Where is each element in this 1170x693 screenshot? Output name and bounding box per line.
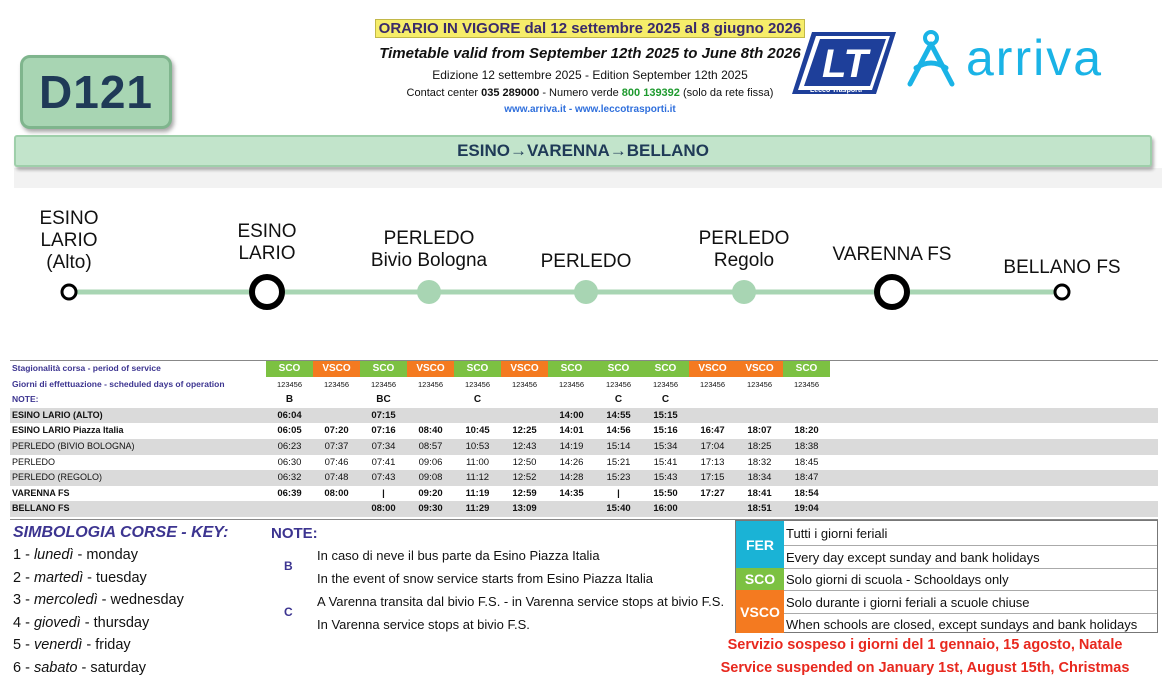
table-cell: 14:01 <box>559 425 584 437</box>
table-cell: 17:27 <box>700 487 725 499</box>
table-cell: 123456 <box>323 379 350 389</box>
table-cell: 15:16 <box>653 425 678 437</box>
key-num: 4 - <box>13 614 30 631</box>
table-cell: BC <box>376 394 391 406</box>
table-cell: 18:34 <box>747 472 772 484</box>
table-cell: 08:40 <box>418 425 443 437</box>
table-cell: 18:07 <box>747 425 772 437</box>
table-cell: 17:04 <box>700 440 725 452</box>
table-cell: 12:52 <box>512 472 537 484</box>
green-prefix: - Numero verde <box>542 87 619 99</box>
key-item <box>13 615 149 631</box>
table-cell: 123456 <box>417 379 444 389</box>
table-cell: VSCO <box>313 361 360 377</box>
key-day-en: - monday <box>77 547 138 563</box>
table-cell: 15:40 <box>606 503 631 515</box>
key-num: 2 - <box>13 569 30 586</box>
key-day-it: lunedì <box>33 547 74 563</box>
key-day-it: sabato <box>33 660 78 676</box>
key-day-it: martedì <box>33 569 84 586</box>
table-cell: 18:25 <box>747 440 772 452</box>
key-num: 3 - <box>13 592 30 609</box>
row-label: PERLEDO <box>12 456 56 467</box>
table-cell: 15:43 <box>653 472 678 484</box>
divider <box>784 613 1157 614</box>
table-cell: 07:48 <box>324 472 349 484</box>
table-cell: 123456 <box>699 379 726 389</box>
table-row <box>10 455 1158 471</box>
key-day-en: - tuesday <box>87 569 147 586</box>
table-cell: 11:19 <box>465 487 490 499</box>
route-line-diagram <box>0 260 1170 320</box>
table-cell: SCO <box>266 361 313 377</box>
table-row <box>10 470 1158 486</box>
table-cell: 14:28 <box>559 472 584 484</box>
note-row <box>10 392 1158 408</box>
table-cell: SCO <box>783 361 830 377</box>
table-cell: 123456 <box>652 379 679 389</box>
legend-vsco-it: Solo durante i giorni feriali a scuole chiuse <box>786 595 1030 610</box>
table-cell: 15:15 <box>653 409 678 421</box>
key-day-en: - wednesday <box>101 592 184 609</box>
legend-vsco-code: VSCO <box>736 590 784 633</box>
service-legend <box>735 520 1158 633</box>
note-b-en: In the event of snow service starts from Esino Piazza Italia <box>317 571 653 586</box>
validity-en: Timetable valid from September 12th 2025 to June 8th 2026 <box>379 45 801 62</box>
table-cell: VSCO <box>689 361 736 377</box>
table-cell: 07:37 <box>324 440 349 452</box>
table-cell: 10:53 <box>465 440 490 452</box>
stop-marker <box>732 280 756 304</box>
key-num: 1 - <box>13 547 30 563</box>
contact-prefix: Contact center <box>406 87 479 99</box>
contact-line <box>320 87 863 99</box>
table-cell: 06:39 <box>277 487 302 499</box>
table-cell: 06:23 <box>277 440 302 452</box>
divider <box>784 590 1157 591</box>
table-cell: 14:56 <box>606 425 631 437</box>
table-cell: 12:59 <box>512 487 537 499</box>
note-b-it: In caso di neve il bus parte da Esino Piazza Italia <box>317 548 600 563</box>
suspension-it: Servizio sospeso i giorni del 1 gennaio, 15 agosto, Natale <box>727 637 1123 653</box>
table-cell: 15:14 <box>606 440 631 452</box>
table-cell: 15:21 <box>606 456 631 468</box>
table-cell: 14:35 <box>559 487 584 499</box>
table-cell: 19:04 <box>794 503 819 515</box>
table-cell: 11:00 <box>465 456 490 468</box>
stop-label: ESINO LARIO <box>237 221 297 264</box>
key-item <box>13 570 147 586</box>
table-row <box>10 408 1158 424</box>
table-cell: 123456 <box>605 379 632 389</box>
table-cell: SCO <box>642 361 689 377</box>
table-cell: 14:19 <box>559 440 584 452</box>
key-day-it: venerdì <box>33 637 83 654</box>
table-cell: VSCO <box>407 361 454 377</box>
table-cell: 13:09 <box>512 503 537 515</box>
table-cell: B <box>285 394 294 406</box>
table-cell: 14:00 <box>559 409 584 421</box>
table-cell: 18:32 <box>747 456 772 468</box>
row-label: Giorni di effettuazione - scheduled days of operation <box>12 378 225 389</box>
stop-label: PERLEDO Bivio Bologna <box>370 228 488 271</box>
table-cell: 06:04 <box>277 409 302 421</box>
table-cell: 09:06 <box>418 456 443 468</box>
table-cell: 123456 <box>746 379 773 389</box>
note-code-c: C <box>284 605 293 619</box>
validity-banner <box>320 20 860 38</box>
table-cell: 08:57 <box>418 440 443 452</box>
table-row <box>10 501 1158 517</box>
table-cell: SCO <box>454 361 501 377</box>
table-cell: 18:45 <box>794 456 819 468</box>
table-cell: VSCO <box>501 361 548 377</box>
table-cell: 12:50 <box>512 456 537 468</box>
legend-sco-code: SCO <box>736 568 784 590</box>
table-cell: 07:34 <box>371 440 396 452</box>
row-label: PERLEDO (REGOLO) <box>12 472 103 483</box>
table-cell: 07:43 <box>371 472 396 484</box>
table-cell: 10:45 <box>465 425 490 437</box>
legend-fer-it: Tutti i giorni feriali <box>786 526 888 541</box>
table-cell: 15:50 <box>653 487 678 499</box>
stop-label: BELLANO FS <box>1003 257 1121 278</box>
arriva-word: arriva <box>966 30 1104 86</box>
table-cell: 07:41 <box>371 456 396 468</box>
route-badge: D121 <box>20 55 172 129</box>
green-suffix: (solo da rete fissa) <box>682 87 774 99</box>
table-cell: 16:00 <box>653 503 678 515</box>
stop-label: PERLEDO Regolo <box>698 228 790 271</box>
stop-marker <box>417 280 441 304</box>
row-label: Stagionalità corsa - period of service <box>12 363 161 373</box>
table-row <box>10 486 1158 502</box>
stop-marker <box>1055 285 1069 299</box>
table-cell: 17:15 <box>700 472 725 484</box>
table-cell: 123456 <box>511 379 538 389</box>
key-item <box>13 637 131 653</box>
table-cell: | <box>617 487 620 499</box>
table-cell: 06:05 <box>277 425 302 437</box>
lecco-trasporti-logo <box>790 30 898 96</box>
divider <box>784 545 1157 546</box>
table-cell: 11:29 <box>465 503 490 515</box>
table-cell: 123456 <box>370 379 397 389</box>
table-cell: | <box>382 487 385 499</box>
period-row <box>10 361 1158 377</box>
validity-it: ORARIO IN VIGORE dal 12 settembre 2025 al 8 giugno 2026 <box>375 19 806 38</box>
table-cell: 09:20 <box>418 487 443 499</box>
arriva-logo <box>902 25 1103 91</box>
notes-title: NOTE: <box>271 525 318 542</box>
table-cell: 123456 <box>464 379 491 389</box>
table-cell: 15:41 <box>653 456 678 468</box>
key-day-it: giovedì <box>33 614 81 631</box>
table-cell: 18:38 <box>794 440 819 452</box>
stop-marker-major <box>877 277 907 307</box>
legend-fer-code: FER <box>736 521 784 568</box>
note-code-b: B <box>284 559 293 573</box>
table-cell: 07:16 <box>371 425 396 437</box>
legend-sco-text: Solo giorni di scuola - Schooldays only <box>786 572 1009 587</box>
table-cell: 18:20 <box>794 425 819 437</box>
table-cell: 06:30 <box>277 456 302 468</box>
contact-number: 035 289000 <box>481 87 540 99</box>
stop-marker-major <box>252 277 282 307</box>
key-day-en: - saturday <box>81 660 147 676</box>
key-day-it: mercoledì <box>33 592 98 609</box>
table-cell: 09:08 <box>418 472 443 484</box>
table-cell: 12:25 <box>512 425 537 437</box>
note-c-en: In Varenna service stops at bivio F.S. <box>317 617 530 632</box>
lecco-letters: LT <box>822 42 868 86</box>
key-title: SIMBOLOGIA CORSE - KEY: <box>13 524 229 541</box>
timetable <box>10 361 1158 517</box>
table-cell: 123456 <box>793 379 820 389</box>
row-label: BELLANO FS <box>12 503 70 514</box>
key-item <box>13 547 138 563</box>
table-row <box>10 439 1158 455</box>
edition-text: Edizione 12 settembre 2025 - Edition September 12th 2025 <box>432 68 748 82</box>
table-cell: 18:54 <box>794 487 819 499</box>
table-cell: 18:41 <box>747 487 772 499</box>
table-cell: 07:15 <box>371 409 396 421</box>
table-cell: 06:32 <box>277 472 302 484</box>
divider <box>784 568 1157 569</box>
table-cell: 11:12 <box>465 472 490 484</box>
green-number: 800 139392 <box>621 87 680 99</box>
route-title: ESINO→VARENNA→BELLANO <box>14 135 1152 167</box>
row-label: ESINO LARIO Piazza Italia <box>12 425 124 436</box>
table-cell: 15:23 <box>606 472 631 484</box>
table-cell: 08:00 <box>371 503 396 515</box>
key-item <box>13 660 146 676</box>
table-cell: C <box>473 394 482 406</box>
legend-fer-en: Every day except sunday and bank holidays <box>786 550 1040 565</box>
key-item <box>13 592 184 608</box>
stop-marker <box>574 280 598 304</box>
stop-label: PERLEDO <box>540 251 632 272</box>
table-cell: 18:47 <box>794 472 819 484</box>
table-cell: SCO <box>595 361 642 377</box>
note-c-it: A Varenna transita dal bivio F.S. - in Varenna service stops at bivio F.S. <box>317 594 725 609</box>
legend-vsco-en: When schools are closed, except sundays and bank holidays <box>786 617 1138 632</box>
table-cell: 16:47 <box>700 425 725 437</box>
key-num: 5 - <box>13 637 30 654</box>
websites-link[interactable]: www.arriva.it - www.leccotrasporti.it <box>504 104 676 115</box>
row-label: PERLEDO (BIVIO BOLOGNA) <box>12 440 135 451</box>
row-label: VARENNA FS <box>12 487 70 498</box>
key-day-en: - thursday <box>84 614 150 631</box>
table-cell: 17:13 <box>700 456 725 468</box>
table-cell: 07:20 <box>324 425 349 437</box>
table-cell: 123456 <box>276 379 303 389</box>
arriva-mark-icon <box>902 28 960 88</box>
table-cell: 09:30 <box>418 503 443 515</box>
table-cell: C <box>661 394 670 406</box>
stop-label: VARENNA FS <box>832 244 952 265</box>
table-cell: 07:46 <box>324 456 349 468</box>
table-cell: 14:26 <box>559 456 584 468</box>
key-day-en: - friday <box>86 637 131 654</box>
table-cell: 14:55 <box>606 409 631 421</box>
table-cell: SCO <box>548 361 595 377</box>
table-cell: 12:43 <box>512 440 537 452</box>
table-cell: 15:34 <box>653 440 678 452</box>
table-cell: 123456 <box>558 379 585 389</box>
lecco-caption: Lecco Trasporti <box>810 87 863 94</box>
suspension-en: Service suspended on January 1st, August 15th, Christmas <box>720 660 1130 676</box>
table-row <box>10 423 1158 439</box>
row-label: ESINO LARIO (ALTO) <box>12 409 103 420</box>
table-cell: 18:51 <box>747 503 772 515</box>
table-cell: 08:00 <box>324 487 349 499</box>
stop-label: ESINO LARIO (Alto) <box>39 208 99 273</box>
days-row <box>10 377 1158 393</box>
table-cell: C <box>614 394 623 406</box>
key-num: 6 - <box>13 660 30 676</box>
row-label: NOTE: <box>12 394 39 405</box>
table-cell: VSCO <box>736 361 783 377</box>
stop-marker <box>62 285 76 299</box>
title-shadow <box>14 168 1162 188</box>
table-cell: SCO <box>360 361 407 377</box>
